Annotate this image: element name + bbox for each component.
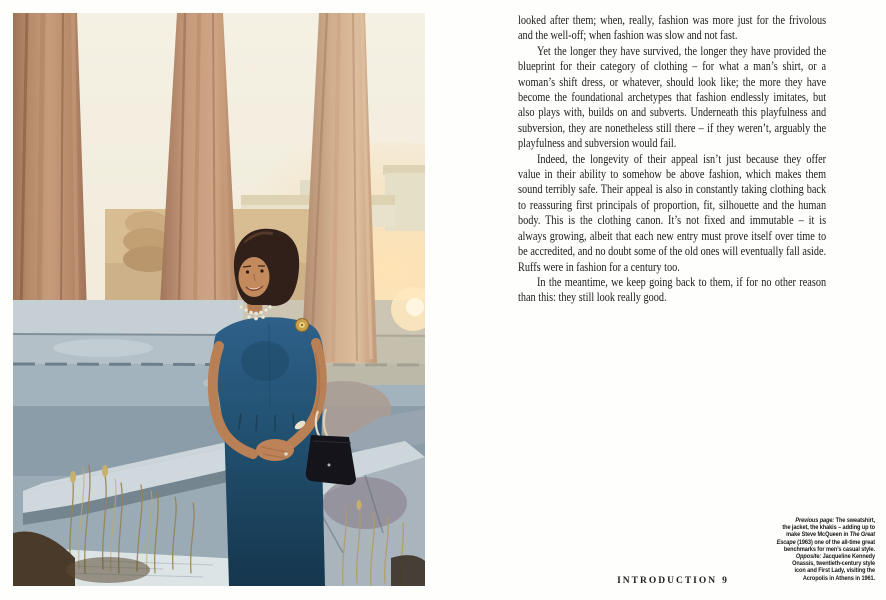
caption-line: icon and First Lady, visiting the (794, 567, 875, 575)
caption-line: Acropolis in Athens in 1961. (802, 574, 875, 582)
page-number: 9 (722, 576, 727, 586)
body-text-column (518, 12, 826, 305)
caption-line: Previous page: The sweatshirt, (795, 517, 875, 524)
photo-caption (777, 517, 875, 582)
caption-line: Opposite: Jacqueline Kennedy (795, 553, 875, 561)
paragraph: Indeed, the longevity of their appeal isn’t just because they offer value in their ability to somehow be above fashion, which makes them sound terribly safe. Their appeal is also in constantly taking clothing back to reassuring first principals of proportion, fit, silhouette and the human body. This is the clothing canon. It’s not fixed and immutable – it is always growing, albeit that each new entry must prove itself over time to be accredited, and no doubt some of the old ones will eventually fall aside. Ruffs were in fashion for a century too. (518, 150, 827, 274)
caption-line: make Steve McQueen in The Great (786, 531, 875, 539)
acropolis-photo-illustration (13, 13, 425, 586)
caption-line: the jacket, the khakis – adding up to (782, 524, 875, 532)
section-label: INTRODUCTION (617, 576, 718, 586)
caption-line: Escape (1963) one of the all-time great (776, 538, 875, 546)
page-footer (518, 576, 826, 586)
caption-line: Onassis, twentieth-century style (792, 560, 875, 568)
column-left (13, 13, 87, 313)
paragraph: Yet the longer they have survived, the longer they have provided the blueprint for their category of clothing – for what a man’s shirt, or a woman’s shift dress, or whatever, should look like; the more they have become the foundational archetypes that fashion endlessly imitates, but also plays with, builds on and subverts. Underneath this playfulness and subversion, they are nonetheless still there – if they weren’t, arguably the playfulness and subversion would fail. (518, 42, 827, 151)
paragraph: looked after them; when, really, fashion was more just for the frivolous and the well-off; when fashion was slow and not fast. (518, 12, 827, 43)
dark-scrub-right (391, 555, 425, 586)
left-page-photo (13, 13, 425, 586)
paragraph: In the meantime, we keep going back to them, if for no other reason than this: they still look really good. (518, 273, 827, 305)
ring (284, 452, 288, 456)
caption-line: benchmarks for men’s casual style. (783, 545, 875, 553)
